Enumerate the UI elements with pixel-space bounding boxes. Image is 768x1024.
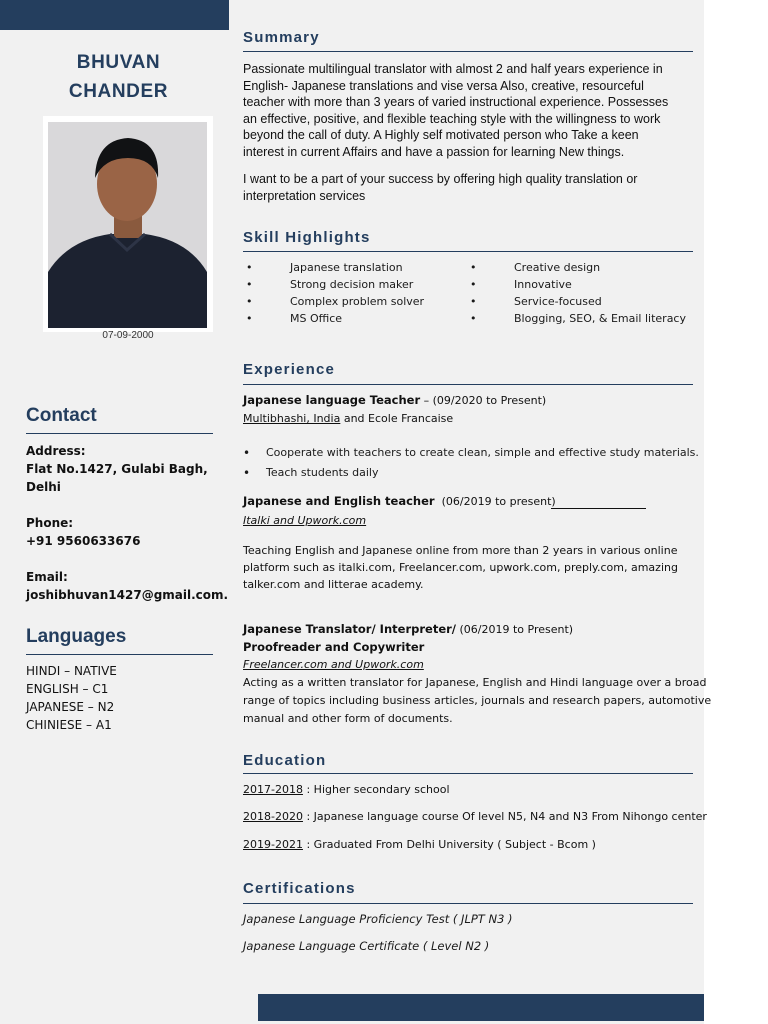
email-label: Email: bbox=[26, 570, 68, 584]
bullet-icon: • bbox=[470, 295, 477, 308]
bullet-icon: • bbox=[470, 261, 477, 274]
skills-rule bbox=[243, 251, 693, 252]
job-organization bbox=[243, 514, 698, 527]
summary-line: interpretation services bbox=[243, 188, 366, 203]
org-name: Italki and Upwork.com bbox=[243, 514, 367, 527]
summary-line: an effective, positive, and flexible teaching style with the willingness to work bbox=[243, 111, 661, 126]
summary-line: I want to be a part of your success by offering high quality translation or bbox=[243, 172, 638, 186]
job-description: Acting as a written translator for Japanese, English and Hindi language over a broad range of topics including business articles, journals and research papers, automotive manual and other form of documents. bbox=[243, 676, 712, 725]
org-name-suffix: and Ecole Francaise bbox=[340, 412, 454, 425]
org-name: Multibhashi, India bbox=[243, 412, 341, 425]
summary-heading: Summary bbox=[243, 29, 320, 46]
education-text: : Japanese language course Of level N5, N4 and N3 From Nihongo center bbox=[302, 810, 707, 823]
bullet-icon: • bbox=[246, 278, 253, 291]
dates-underline: ) bbox=[551, 495, 646, 509]
certifications-rule bbox=[243, 903, 693, 904]
skills-heading: Skill Highlights bbox=[243, 229, 371, 246]
certification-item: Japanese Language Certificate ( Level N2 ) bbox=[243, 939, 490, 953]
phone-number[interactable]: +91 9560633676 bbox=[26, 534, 141, 548]
email-address[interactable]: joshibhuvan1427@gmail.com. bbox=[26, 588, 229, 602]
languages-heading: Languages bbox=[26, 626, 127, 647]
summary-line: interest in current Affairs and have a passion for learning New things. bbox=[243, 144, 625, 159]
education-rule bbox=[243, 773, 693, 774]
address-line-1: Flat No.1427, Gulabi Bagh, bbox=[26, 462, 208, 476]
summary-line: Passionate multilingual translator with almost 2 and half years experience in bbox=[243, 62, 663, 76]
bullet-icon: • bbox=[243, 446, 251, 460]
contact-rule bbox=[26, 433, 213, 434]
education-item bbox=[243, 810, 707, 823]
skill-row: • MS Office • Blogging, SEO, & Email literacy bbox=[246, 312, 686, 325]
language-item: HINDI – NATIVE bbox=[26, 664, 117, 678]
summary-paragraph-2 bbox=[243, 171, 698, 204]
job-dates: (06/2019 to Present) bbox=[456, 623, 574, 636]
summary-line: English- Japanese translations and vise versa Also, creative, resourceful bbox=[243, 78, 644, 93]
skill-row: • Complex problem solver • Service-focused bbox=[246, 295, 602, 308]
certifications-heading: Certifications bbox=[243, 880, 356, 897]
job-organization bbox=[243, 658, 698, 671]
bullet-icon: • bbox=[246, 261, 253, 274]
education-heading: Education bbox=[243, 752, 327, 769]
skill-row: • Japanese translation • Creative design bbox=[246, 261, 601, 274]
language-item: ENGLISH – C1 bbox=[26, 682, 109, 696]
summary-paragraph bbox=[243, 61, 698, 160]
education-item bbox=[243, 783, 698, 796]
bullet-icon: • bbox=[246, 312, 253, 325]
contact-heading: Contact bbox=[26, 405, 97, 426]
last-name: CHANDER bbox=[68, 81, 169, 102]
job-organization bbox=[243, 412, 698, 425]
job-title-row bbox=[243, 393, 698, 407]
skill-row: • Strong decision maker • Innovative bbox=[246, 278, 572, 291]
job-dates: (06/2019 to present bbox=[441, 495, 552, 508]
contact-details bbox=[26, 442, 228, 604]
summary-line: teacher with more than 3 years of varied instructional experience. Possesses bbox=[243, 95, 669, 109]
experience-rule bbox=[243, 384, 693, 385]
job-title-row bbox=[243, 622, 698, 636]
summary-rule bbox=[243, 51, 693, 52]
job-title: Japanese Translator/ Interpreter/ bbox=[243, 622, 456, 636]
education-text: : Higher secondary school bbox=[302, 783, 450, 796]
bullet-icon: • bbox=[243, 466, 251, 480]
language-item: JAPANESE – N2 bbox=[26, 700, 115, 714]
education-years: 2018-2020 bbox=[243, 810, 303, 823]
job-dates: – (09/2020 to Present) bbox=[420, 394, 547, 407]
bullet-icon: • bbox=[470, 312, 477, 325]
footer-accent-bar bbox=[258, 994, 704, 1021]
address-line-2: Delhi bbox=[26, 480, 61, 494]
language-item: CHINIESE – A1 bbox=[26, 718, 112, 732]
profile-photo bbox=[48, 122, 207, 328]
job-title-row bbox=[243, 494, 698, 509]
bullet-icon: • bbox=[246, 295, 253, 308]
education-years: 2017-2018 bbox=[243, 783, 303, 796]
summary-line: beyond the call of duty. A Highly self motivated person who Take a keen bbox=[243, 128, 639, 142]
address-label: Address: bbox=[26, 444, 86, 458]
job-title: Japanese language Teacher bbox=[243, 393, 421, 407]
job-subtitle: Proofreader and Copywriter bbox=[243, 640, 425, 654]
header-accent-bar bbox=[0, 0, 229, 30]
org-name: Freelancer.com and Upwork.com bbox=[243, 658, 424, 671]
bullet-icon: • bbox=[470, 278, 477, 291]
job-title: Japanese and English teacher bbox=[243, 494, 435, 508]
first-name: BHUVAN bbox=[76, 52, 161, 73]
phone-label: Phone: bbox=[26, 516, 74, 530]
experience-heading: Experience bbox=[243, 361, 336, 378]
education-years: 2019-2021 bbox=[243, 838, 303, 851]
job-description: Teaching English and Japanese online from more than 2 years in various online platform such as italki.com, Freelancer.com, upwork.com, preply.com, amazing talker.com and litterae academy. bbox=[243, 544, 678, 591]
languages-list bbox=[26, 662, 117, 734]
education-text: : Graduated From Delhi University ( Subject - Bcom ) bbox=[302, 838, 596, 851]
certification-item: Japanese Language Proficiency Test ( JLPT N3 ) bbox=[243, 912, 513, 926]
date-of-birth: 07-09-2000 bbox=[102, 330, 154, 341]
languages-rule bbox=[26, 654, 213, 655]
profile-photo-frame bbox=[43, 116, 213, 332]
person-portrait-icon bbox=[48, 122, 207, 328]
education-item bbox=[243, 838, 698, 851]
